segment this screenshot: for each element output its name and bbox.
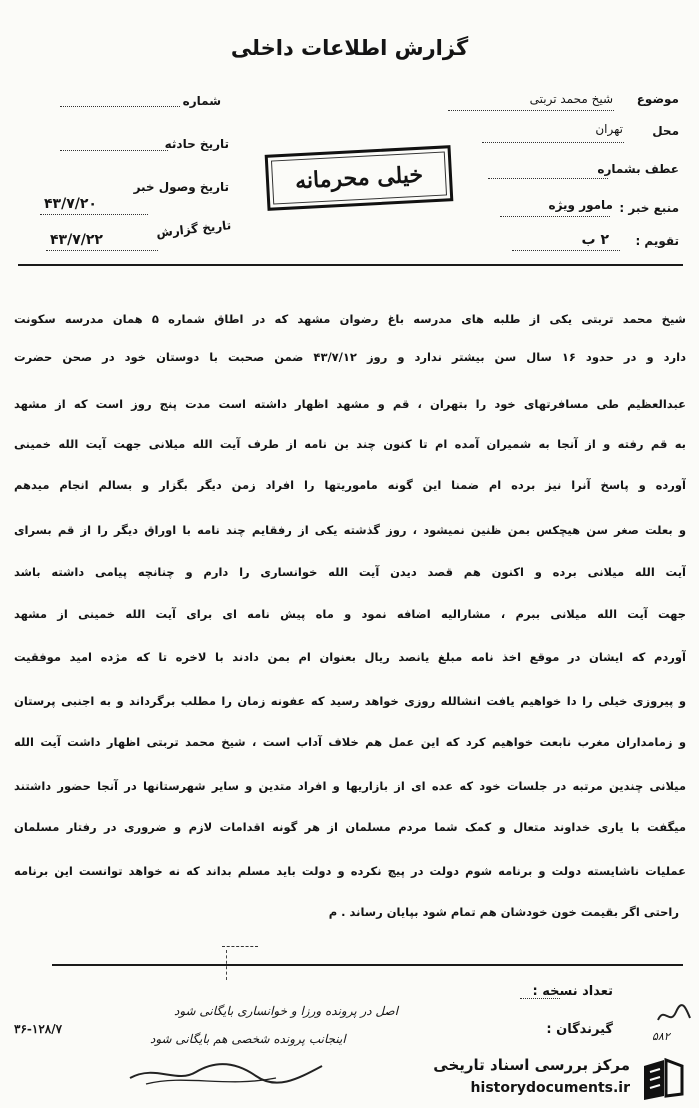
archive-logo-icon <box>638 1056 686 1102</box>
footer-dashed-mark <box>222 946 258 947</box>
confidential-stamp: خیلی محرمانه <box>265 145 454 211</box>
receipt-date-dotted-line <box>40 214 148 215</box>
body-line: و پیروزی خیلی را دا خواهیم یافت انشالله روزی خواهد رسید که عفونه زمان را مطلب برگرداند و به اجنبی پرستان <box>14 694 686 708</box>
body-last-line: راحتی اگر بقیمت خون خودشان هم تمام شود بپایان رساند . م <box>328 905 679 919</box>
attach-number-label: عطف بشماره <box>597 162 679 176</box>
body-line: میلانی چندین مرتبه در جلسات خود که عده ای از بازاریها و افراد متدین و سایر شهرستانها در آنجا حضور داشتند <box>14 779 686 793</box>
handwritten-note-1: اصل در پرونده ورزا و خوانساری بایگانی شود <box>174 1004 399 1018</box>
source-dotted-line <box>500 216 610 217</box>
body-line: آیت الله میلانی برده و اکنون هم قصد دیدن آیت الله خوانساری را دارم و چنانچه پیامی داشته باشد <box>14 565 686 579</box>
body-line: آوردم که ایشان در موقع اخذ نامه مبلغ یانصد ریال بعنوان ام بمن دادند با لاخره تا که مژده امید موفقیت <box>14 650 686 664</box>
footer-divider <box>52 964 683 966</box>
body-line: شیخ محمد تربتی یکی از طلبه های مدرسه باغ رضوان مشهد که در اطاق شماره ۵ همان مدرسه سکونت <box>14 312 686 326</box>
body-line: و بعلت صغر سن هیچکس بمن ظنین نمیشود ، روز گذشته یکی از رفقایم چند نامه با اوراق دیگر را از قم بسرای <box>14 523 686 537</box>
source-label: منبع خبر : <box>619 201 679 215</box>
place-label: محل <box>652 124 679 138</box>
evaluation-label: تقویم : <box>635 234 679 248</box>
body-line: عبدالعظیم طی مسافرتهای خود را بتهران ، قم و مشهد اظهار داشته است مدت پنج روز است که از مشهد <box>14 397 686 411</box>
handwritten-note-2: اینجانب پرونده شخصی هم بایگانی شود <box>150 1032 346 1046</box>
attach-dotted-line <box>488 178 608 179</box>
body-line: آورده و پاسخ آنرا نیز برده ام ضمنا این گونه ماموریتها را افراد زمن دیگر بگزار و بسالم انجام میدهم <box>14 478 686 492</box>
evaluation-value: ۲ ب <box>581 232 609 248</box>
body-line: عملیات ناشایسته دولت و برنامه شوم دولت در پیچ نکرده و دولت باید مسلم بداند که نه خواهد توانست این برنامه <box>14 864 686 878</box>
copies-dotted-line <box>520 998 560 999</box>
header-divider <box>18 264 683 266</box>
copies-label: تعداد نسخه : <box>532 984 613 999</box>
report-title: گزارش اطلاعات داخلی <box>230 36 469 60</box>
footer-bracket <box>226 950 257 980</box>
report-date-value: ۴۳/۷/۲۲ <box>50 232 103 248</box>
subject-dotted-line <box>448 110 614 111</box>
event-date-label: تاریخ حادثه <box>164 137 229 151</box>
watermark-site: historydocuments.ir <box>470 1080 630 1096</box>
source-value: مامور ویژه <box>548 198 613 212</box>
margin-right-note: ۵۸۲ <box>652 1030 670 1043</box>
receipt-date-label: تاریخ وصول خبر <box>133 180 229 194</box>
watermark-org-name: مرکز بررسی اسناد تاریخی <box>433 1056 630 1074</box>
subject-label: موضوع <box>636 92 679 106</box>
body-line: به قم رفته و از آنجا به شمیران آمده ام تا کنون چند بن نامه از طرف آیت الله میلانی جهت آیت الله خمینی <box>14 437 686 451</box>
body-line: دارد و در حدود ۱۶ سال سن بیشتر ندارد و روز ۴۳/۷/۱۲ ضمن صحبت با دوستان خود در صحن حضرت <box>14 350 686 364</box>
number-label: شماره <box>182 94 221 108</box>
margin-code: ۳۶-۱۲۸/۷ <box>14 1022 63 1036</box>
place-value: تهران <box>595 122 623 136</box>
archive-watermark <box>418 1050 694 1106</box>
body-line: و زمامداران مغرب نابعت خواهیم کرد که این عمل هم خلاف آداب است ، شیخ محمد تربتی اظهار داشت آیت الله <box>14 735 686 749</box>
place-dotted-line <box>482 142 624 143</box>
subject-value: شیخ محمد تربتی <box>529 92 613 106</box>
report-date-dotted-line <box>46 250 158 251</box>
body-line: میگفت با یاری خداوند متعال و کمک شما مردم مسلمان از هر گونه اقدامات لازم و ضروری در رفتار مسلمان <box>14 820 686 834</box>
margin-initials-icon <box>654 1000 694 1030</box>
evaluation-dotted-line <box>512 250 620 251</box>
receipt-date-value: ۴۳/۷/۲۰ <box>44 196 97 212</box>
report-date-label: تاریخ گزارش <box>155 218 232 240</box>
event-date-dotted-line <box>60 150 168 151</box>
handwritten-signature-icon <box>126 1054 326 1088</box>
number-dotted-line <box>60 106 180 107</box>
body-line: جهت آیت الله میلانی ببرم ، مشارالیه اضافه نمود و ماه پیش نامه ای برای آیت الله خمینی از مشهد <box>14 607 686 621</box>
recipients-label: گیرندگان : <box>546 1022 613 1037</box>
